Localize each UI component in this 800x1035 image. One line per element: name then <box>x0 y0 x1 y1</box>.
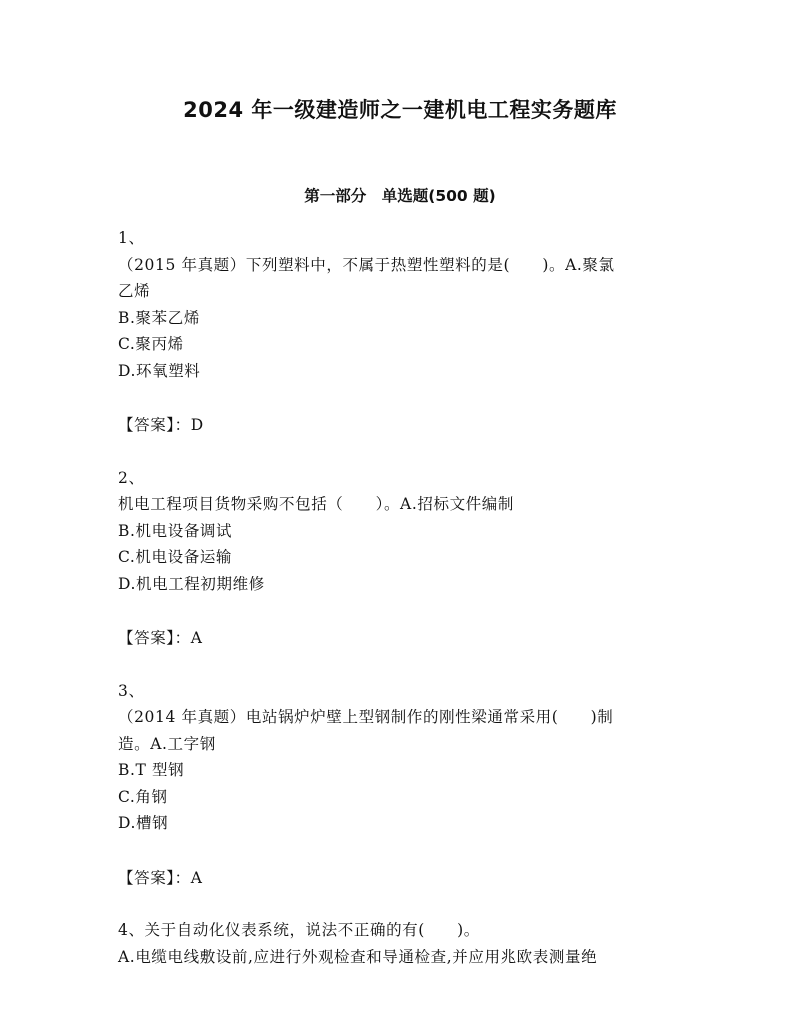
question-number: 2、 <box>118 468 145 487</box>
question-list <box>118 225 684 970</box>
option-b: B.机电设备调试 <box>118 521 233 540</box>
section-title: 第一部分 单选题(500 题) <box>304 187 496 205</box>
question-number: 1、 <box>118 229 145 247</box>
question-stem-cont: 造。A.工字钢 <box>118 734 216 753</box>
question-stem: 4、关于自动化仪表系统，说法不正确的有( )。 <box>118 921 480 939</box>
question-stem: 机电工程项目货物采购不包括（ ）。A.招标文件编制 <box>118 495 514 513</box>
answer-line: 【答案】：A <box>118 868 203 887</box>
option-d: D.槽钢 <box>118 814 169 832</box>
question-stem-cont: 乙烯 <box>118 282 151 300</box>
question-stem: （2014 年真题）电站锅炉炉壁上型钢制作的刚性梁通常采用( )制 <box>118 708 614 726</box>
option-d: D.环氧塑料 <box>118 361 201 380</box>
option-c: C.机电设备运输 <box>118 548 233 566</box>
document-title: 2024 年一级建造师之一建机电工程实务题库 <box>183 98 617 122</box>
question-stem: （2015 年真题）下列塑料中，不属于热塑性塑料的是( )。A.聚氯 <box>118 255 615 274</box>
option-c: C.角钢 <box>118 787 168 806</box>
answer-line: 【答案】：A <box>118 629 203 647</box>
question-number: 3、 <box>118 681 145 700</box>
option-b: B.聚苯乙烯 <box>118 308 200 327</box>
answer-line: 【答案】：D <box>118 416 204 434</box>
option-b: B.T 型钢 <box>118 761 185 779</box>
option-c: C.聚丙烯 <box>118 335 184 353</box>
option-d: D.机电工程初期维修 <box>118 574 265 593</box>
option-a: A.电缆电线敷设前,应进行外观检查和导通检查,并应用兆欧表测量绝 <box>118 947 598 966</box>
